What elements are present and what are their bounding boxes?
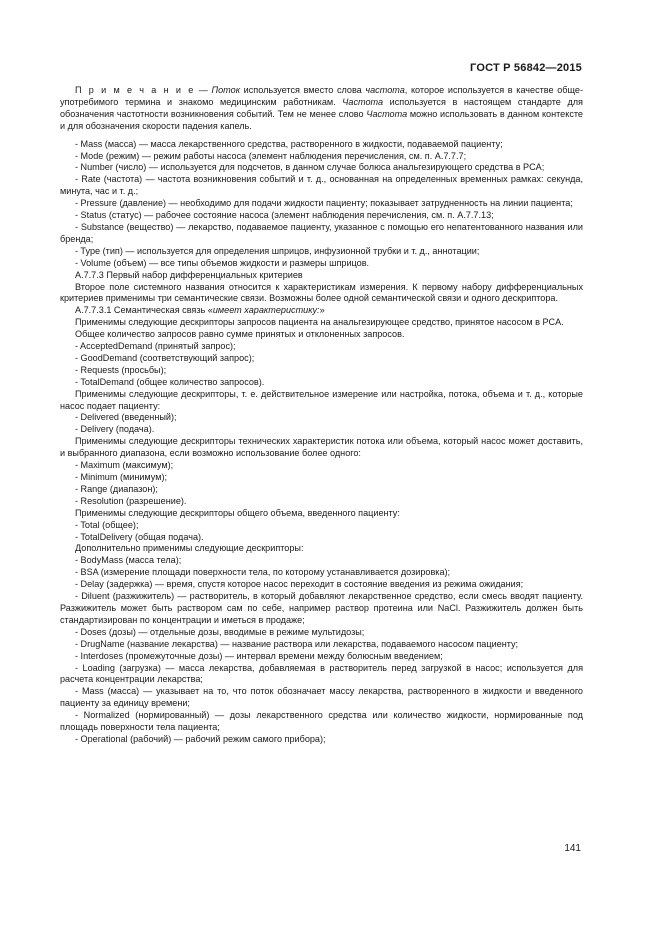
list-item: - Range (диапазон); xyxy=(75,483,158,494)
note-text: используется в настоящем стандарте для обозначения частотности возникновения событий. Тем не менее слово xyxy=(60,96,583,119)
list-item: - Number (число) — используется для подсчетов, в данном случае болюса анальгезирующего средства в PCA; xyxy=(75,162,545,173)
document-code: ГОСТ Р 56842—2015 xyxy=(470,62,582,74)
heading-text: » xyxy=(319,305,325,316)
list-item: - Diluent (разжижитель) — растворитель, в который добавляют лекарственное средство, если смесь вводят пациенту. Разжижитель может быть раствором сам по себе, например раствор протеина или NaCl. Разжижитель должен быть стандартизирован по концентрации и иметься в продаже; xyxy=(60,591,583,625)
list-item: - Substance (вещество) — лекарство, подаваемое пациенту, указанное с помощью его непатентованного названия или бренда; xyxy=(60,221,583,244)
list-item: - DrugName (название лекарства) — название раствора или лекарства, подаваемого насосом пациенту; xyxy=(75,638,519,649)
list-item: - Total (общее); xyxy=(75,519,139,530)
list-item: - Rate (частота) — частота возникновения событий и т. д., основанная на определенных временных рамках: секунда, минута, час и т. д.; xyxy=(60,174,583,197)
list-item: - Status (статус) — рабочее состояние насоса (элемент наблюдения перечисления, см. п. А.7.7.13; xyxy=(75,210,494,221)
paragraph: Применимы следующие дескрипторы общего объема, введенного пациенту: xyxy=(75,507,400,518)
list-item: - Mass (масса) — масса лекарственного средства, растворенного в жидкости, подаваемой пациенту; xyxy=(75,138,503,149)
paragraph: Дополнительно применимы следующие дескрипторы: xyxy=(75,543,304,554)
note-text: — xyxy=(195,85,212,95)
list-item: - Delivered (введенный); xyxy=(75,412,177,423)
note-text: используется вместо слова xyxy=(240,85,366,95)
list-item: - TotalDelivery (общая подача). xyxy=(75,531,204,542)
list-item: - Mode (режим) — режим работы насоса (элемент наблюдения перечисления, см. п. А.7.7.7; xyxy=(75,150,467,161)
list-item: - Normalized (нормированный) — дозы лекарственного средства или количество жидкости, нормированные под площадь поверхности тела пациента; xyxy=(60,710,583,733)
note-label: П р и м е ч а н и е xyxy=(75,85,196,95)
list-item: - BSA (измерение площади поверхности тела, по которому устанавливается дозировка); xyxy=(75,567,451,578)
list-item: - Delay (задержка) — время, спустя которое насос переходит в состояние введения из режима ожидания; xyxy=(75,579,524,590)
note-text: можно использовать в данном контексте и для обозначения скорости падения капель. xyxy=(60,108,583,131)
note-paragraph xyxy=(60,85,583,133)
list-item: - TotalDemand (общее количество запросов). xyxy=(75,376,265,387)
list-item: - Requests (просьбы); xyxy=(75,364,167,375)
heading-emphasis: имеет характеристику: xyxy=(212,305,320,316)
section-heading xyxy=(60,305,583,317)
list-item: - Maximum (максимум); xyxy=(75,460,174,471)
note-emphasis: Поток xyxy=(211,85,240,95)
page-body xyxy=(60,85,583,746)
paragraph: Применимы следующие дескрипторы технических характеристик потока или объема, который насос может доставить, и выбранного диапазона, если возможно использование более одного: xyxy=(60,436,583,459)
list-item: - Minimum (минимум); xyxy=(75,472,168,482)
heading-text: А.7.7.3.1 Семантическая связь « xyxy=(75,305,213,316)
list-item: - Type (тип) — используется для определения шприцов, инфузионной трубки и т. д., аннотации; xyxy=(75,245,480,256)
list-item: - Operational (рабочий) — рабочий режим самого прибора); xyxy=(75,733,326,744)
note-emphasis: Частота xyxy=(366,108,408,119)
note-text: , которое используется в качестве общеупотребимого термина и знакомо медицинским работникам. xyxy=(60,85,583,107)
list-item: - GoodDemand (соответствующий запрос); xyxy=(75,352,255,363)
page-number: 141 xyxy=(564,843,581,854)
section-heading: А.7.7.3 Первый набор дифференциальных критериев xyxy=(75,269,303,280)
list-item: - Loading (загрузка) — масса лекарства, добавляемая в растворитель перед загрузкой в насос; используется для расчета концентрации лекарства; xyxy=(60,662,583,685)
paragraph: Второе поле системного названия относится к характеристикам измерения. К первому набору дифференциальных критериев применимы три семантические связи. Возможны более одной семантической связи и одного дескриптора. xyxy=(60,281,583,304)
list-item: - Doses (дозы) — отдельные дозы, вводимые в режиме мультидозы; xyxy=(75,626,365,637)
paragraph: Применимы следующие дескрипторы запросов пациента на анальгезирующее средство, принятое насосом в PCA. xyxy=(75,317,564,328)
note-emphasis: частота xyxy=(365,85,405,95)
list-item: - BodyMass (масса тела); xyxy=(75,555,182,566)
paragraph: Общее количество запросов равно сумме принятых и отклоненных запросов. xyxy=(75,329,405,340)
list-item: - AcceptedDemand (принятый запрос); xyxy=(75,341,236,352)
list-item: - Delivery (подача). xyxy=(75,424,155,435)
list-item: - Interdoses (промежуточные дозы) — интервал времени между болюсным введением; xyxy=(75,650,443,661)
list-item: - Volume (объем) — все типы объемов жидкости и размеры шприцов. xyxy=(75,257,370,268)
note-emphasis: Частота xyxy=(342,96,384,107)
paragraph: Применимы следующие дескрипторы, т. е. действительное измерение или настройка, потока, объема и т. д., которые насос подает пациенту: xyxy=(60,388,583,411)
list-item: - Pressure (давление) — необходимо для подачи жидкости пациенту; показывает затрудненность на линии пациента; xyxy=(75,198,573,209)
list-item: - Resolution (разрешение). xyxy=(75,495,187,506)
list-item: - Mass (масса) — указывает на то, что поток обозначает массу лекарства, растворенного в жидкости и введенного пациенту за единицу времени; xyxy=(60,686,583,709)
